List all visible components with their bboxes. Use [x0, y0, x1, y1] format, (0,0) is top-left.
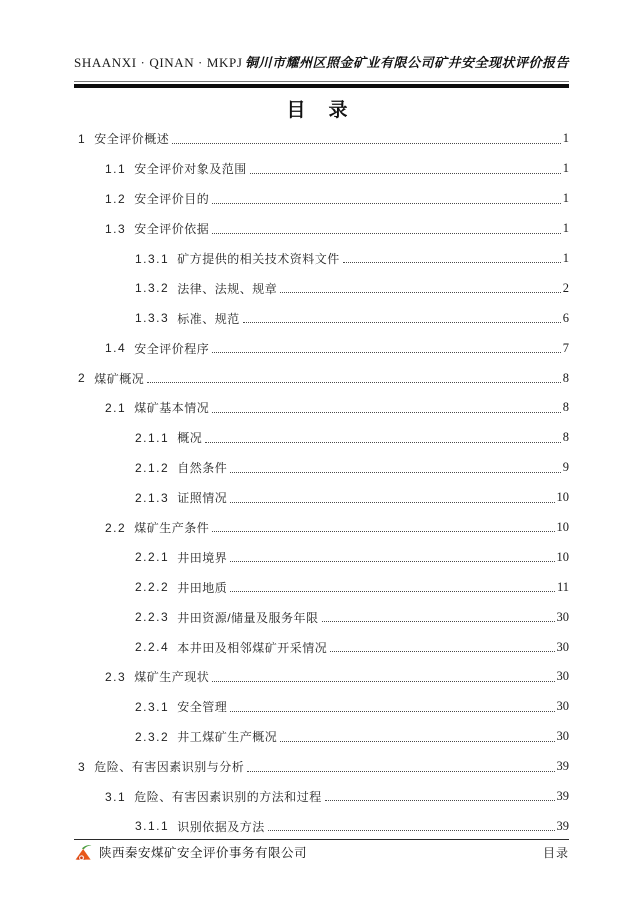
- footer-page-label: 目录: [542, 845, 569, 860]
- footer-left: [74, 843, 307, 862]
- toc-entry-page: 6: [562, 310, 569, 325]
- toc-entry-page: 39: [556, 789, 569, 804]
- toc-entry-number: 2.2.4: [135, 640, 170, 655]
- toc-entry-label: 标准、规范: [177, 311, 240, 326]
- toc-entry-number: 2.1: [105, 400, 127, 415]
- header-divider-thin-line: [74, 81, 569, 82]
- header-divider: [74, 81, 569, 88]
- toc-entry-page: 8: [562, 430, 569, 445]
- header-org-code: SHAANXI · QINAN · MKPJ: [74, 55, 243, 70]
- toc-entry-label: 本井田及相邻煤矿开采情况: [177, 640, 328, 655]
- toc-entry: [74, 572, 569, 602]
- toc-entry: [74, 811, 569, 841]
- toc-entry-number: 1.1: [105, 161, 127, 176]
- toc-dot-leader: [250, 173, 561, 174]
- toc-entry-number: 1.4: [105, 341, 127, 356]
- toc-dot-leader: [147, 382, 561, 383]
- toc-entry-page: 8: [562, 370, 569, 385]
- toc-entry-label: 井工煤矿生产概况: [177, 730, 278, 745]
- toc-entry-number: 2.1.2: [135, 460, 170, 475]
- toc-list: [74, 124, 569, 841]
- toc-entry-page: 39: [556, 759, 569, 774]
- toc-entry-page: 1: [562, 161, 569, 176]
- toc-dot-leader: [230, 472, 561, 473]
- toc-entry-label: 概况: [177, 431, 203, 446]
- toc-entry-page: 30: [556, 699, 569, 714]
- toc-entry-page: 10: [556, 549, 569, 564]
- toc-entry-label: 危险、有害因素识别与分析: [94, 760, 245, 775]
- toc-dot-leader: [212, 352, 561, 353]
- toc-entry: [74, 782, 569, 812]
- toc-entry: [74, 692, 569, 722]
- toc-dot-leader: [268, 830, 555, 831]
- toc-entry: [74, 542, 569, 572]
- toc-dot-leader: [330, 651, 554, 652]
- toc-dot-leader: [343, 262, 561, 263]
- toc-dot-leader: [230, 502, 554, 503]
- company-logo-icon: [74, 843, 93, 862]
- toc-entry-page: 39: [556, 818, 569, 833]
- toc-entry: [74, 722, 569, 752]
- toc-entry-page: 11: [556, 579, 569, 594]
- page-footer: [74, 842, 569, 862]
- toc-dot-leader: [212, 412, 561, 413]
- toc-entry-label: 井田资源/储量及服务年限: [177, 610, 319, 625]
- toc-entry-label: 安全管理: [177, 700, 228, 715]
- toc-entry-label: 安全评价依据: [134, 222, 210, 237]
- toc-entry-label: 法律、法规、规章: [177, 281, 278, 296]
- toc-entry-number: 1.3.1: [135, 251, 170, 266]
- toc-entry: [74, 423, 569, 453]
- toc-entry-label: 矿方提供的相关技术资料文件: [177, 252, 340, 266]
- toc-entry: [74, 124, 569, 154]
- toc-entry: [74, 333, 569, 363]
- toc-dot-leader: [205, 442, 561, 443]
- toc-entry: [74, 513, 569, 543]
- page-title: 目 录: [286, 100, 350, 121]
- toc-entry-number: 2.3: [105, 669, 127, 684]
- toc-entry-page: 7: [562, 340, 569, 355]
- toc-entry-number: 1.2: [105, 191, 127, 206]
- toc-dot-leader: [212, 233, 561, 234]
- toc-entry-number: 2.2.1: [135, 550, 170, 565]
- toc-entry-number: 2.1.3: [135, 490, 170, 505]
- toc-entry-label: 煤矿生产条件: [134, 521, 210, 536]
- toc-entry-label: 安全评价程序: [134, 341, 210, 356]
- toc-entry-page: 2: [562, 280, 569, 295]
- toc-entry-page: 1: [562, 221, 569, 236]
- toc-entry-page: 30: [556, 669, 569, 684]
- toc-dot-leader: [322, 621, 555, 622]
- toc-entry: [74, 303, 569, 333]
- toc-entry-label: 煤矿生产现状: [134, 670, 210, 685]
- toc-entry-label: 煤矿基本情况: [134, 401, 210, 416]
- toc-entry-number: 1: [78, 131, 87, 146]
- toc-entry-number: 2.2.3: [135, 610, 170, 625]
- toc-dot-leader: [243, 322, 561, 323]
- toc-entry-number: 2: [78, 371, 87, 386]
- toc-entry-page: 10: [556, 520, 569, 535]
- toc-entry-number: 1.3.3: [135, 311, 170, 326]
- toc-entry-label: 危险、有害因素识别的方法和过程: [134, 790, 322, 805]
- toc-entry: [74, 632, 569, 662]
- toc-dot-leader: [280, 741, 554, 742]
- toc-entry-page: 30: [556, 729, 569, 744]
- toc-entry: [74, 453, 569, 483]
- toc-entry-number: 3.1.1: [135, 819, 170, 834]
- toc-entry-page: 8: [562, 400, 569, 415]
- toc-entry-number: 1.3.2: [135, 281, 170, 296]
- toc-dot-leader: [212, 531, 554, 532]
- toc-entry-label: 证照情况: [177, 491, 228, 506]
- toc-entry-page: 9: [562, 460, 569, 475]
- toc-entry: [74, 602, 569, 632]
- header-divider-thick-line: [74, 84, 569, 88]
- toc-entry-number: 3: [78, 759, 87, 774]
- toc-entry-number: 2.1.1: [135, 430, 170, 445]
- toc-entry-number: 2.2.2: [135, 580, 170, 595]
- footer-divider: [74, 839, 569, 840]
- toc-entry-page: 1: [562, 131, 569, 146]
- toc-entry: [74, 363, 569, 393]
- page-header: [74, 52, 569, 71]
- toc-dot-leader: [230, 591, 555, 592]
- toc-dot-leader: [325, 800, 555, 801]
- toc-entry-number: 2.3.1: [135, 699, 170, 714]
- toc-entry-page: 1: [562, 251, 569, 265]
- toc-entry-label: 煤矿概况: [94, 371, 145, 386]
- toc-dot-leader: [247, 771, 554, 772]
- toc-entry-label: 安全评价对象及范围: [134, 162, 247, 177]
- toc-entry-page: 30: [556, 609, 569, 624]
- toc-entry-page: 30: [556, 639, 569, 654]
- header-report-title: 铜川市耀州区照金矿业有限公司矿井安全现状评价报告: [244, 55, 569, 70]
- toc-entry-page: 1: [562, 191, 569, 206]
- toc-entry: [74, 273, 569, 303]
- toc-entry-label: 井田地质: [177, 580, 228, 595]
- toc-dot-leader: [280, 292, 561, 293]
- toc-dot-leader: [212, 203, 561, 204]
- toc-entry-number: 2.2: [105, 520, 127, 535]
- toc-entry-label: 安全评价概述: [94, 132, 170, 147]
- toc-entry-label: 井田境界: [177, 550, 228, 565]
- toc-entry-number: 2.3.2: [135, 729, 170, 744]
- toc-entry-page: 10: [556, 490, 569, 505]
- toc-entry: [74, 752, 569, 782]
- footer-company-name: 陕西秦安煤矿安全评价事务有限公司: [99, 846, 308, 860]
- toc-entry-label: 安全评价目的: [134, 192, 210, 207]
- toc-entry-number: 1.3: [105, 221, 127, 236]
- toc-entry: [74, 662, 569, 692]
- toc-entry-label: 识别依据及方法: [177, 819, 265, 834]
- toc-dot-leader: [172, 143, 561, 144]
- toc-entry: [74, 184, 569, 214]
- toc-dot-leader: [230, 561, 554, 562]
- toc-entry-number: 3.1: [105, 789, 127, 804]
- toc-entry: [74, 483, 569, 513]
- toc-dot-leader: [212, 681, 554, 682]
- toc-entry: [74, 154, 569, 184]
- toc-entry-label: 自然条件: [177, 461, 228, 476]
- toc-entry: [74, 244, 569, 274]
- toc-dot-leader: [230, 711, 554, 712]
- toc-entry: [74, 214, 569, 244]
- toc-entry: [74, 393, 569, 423]
